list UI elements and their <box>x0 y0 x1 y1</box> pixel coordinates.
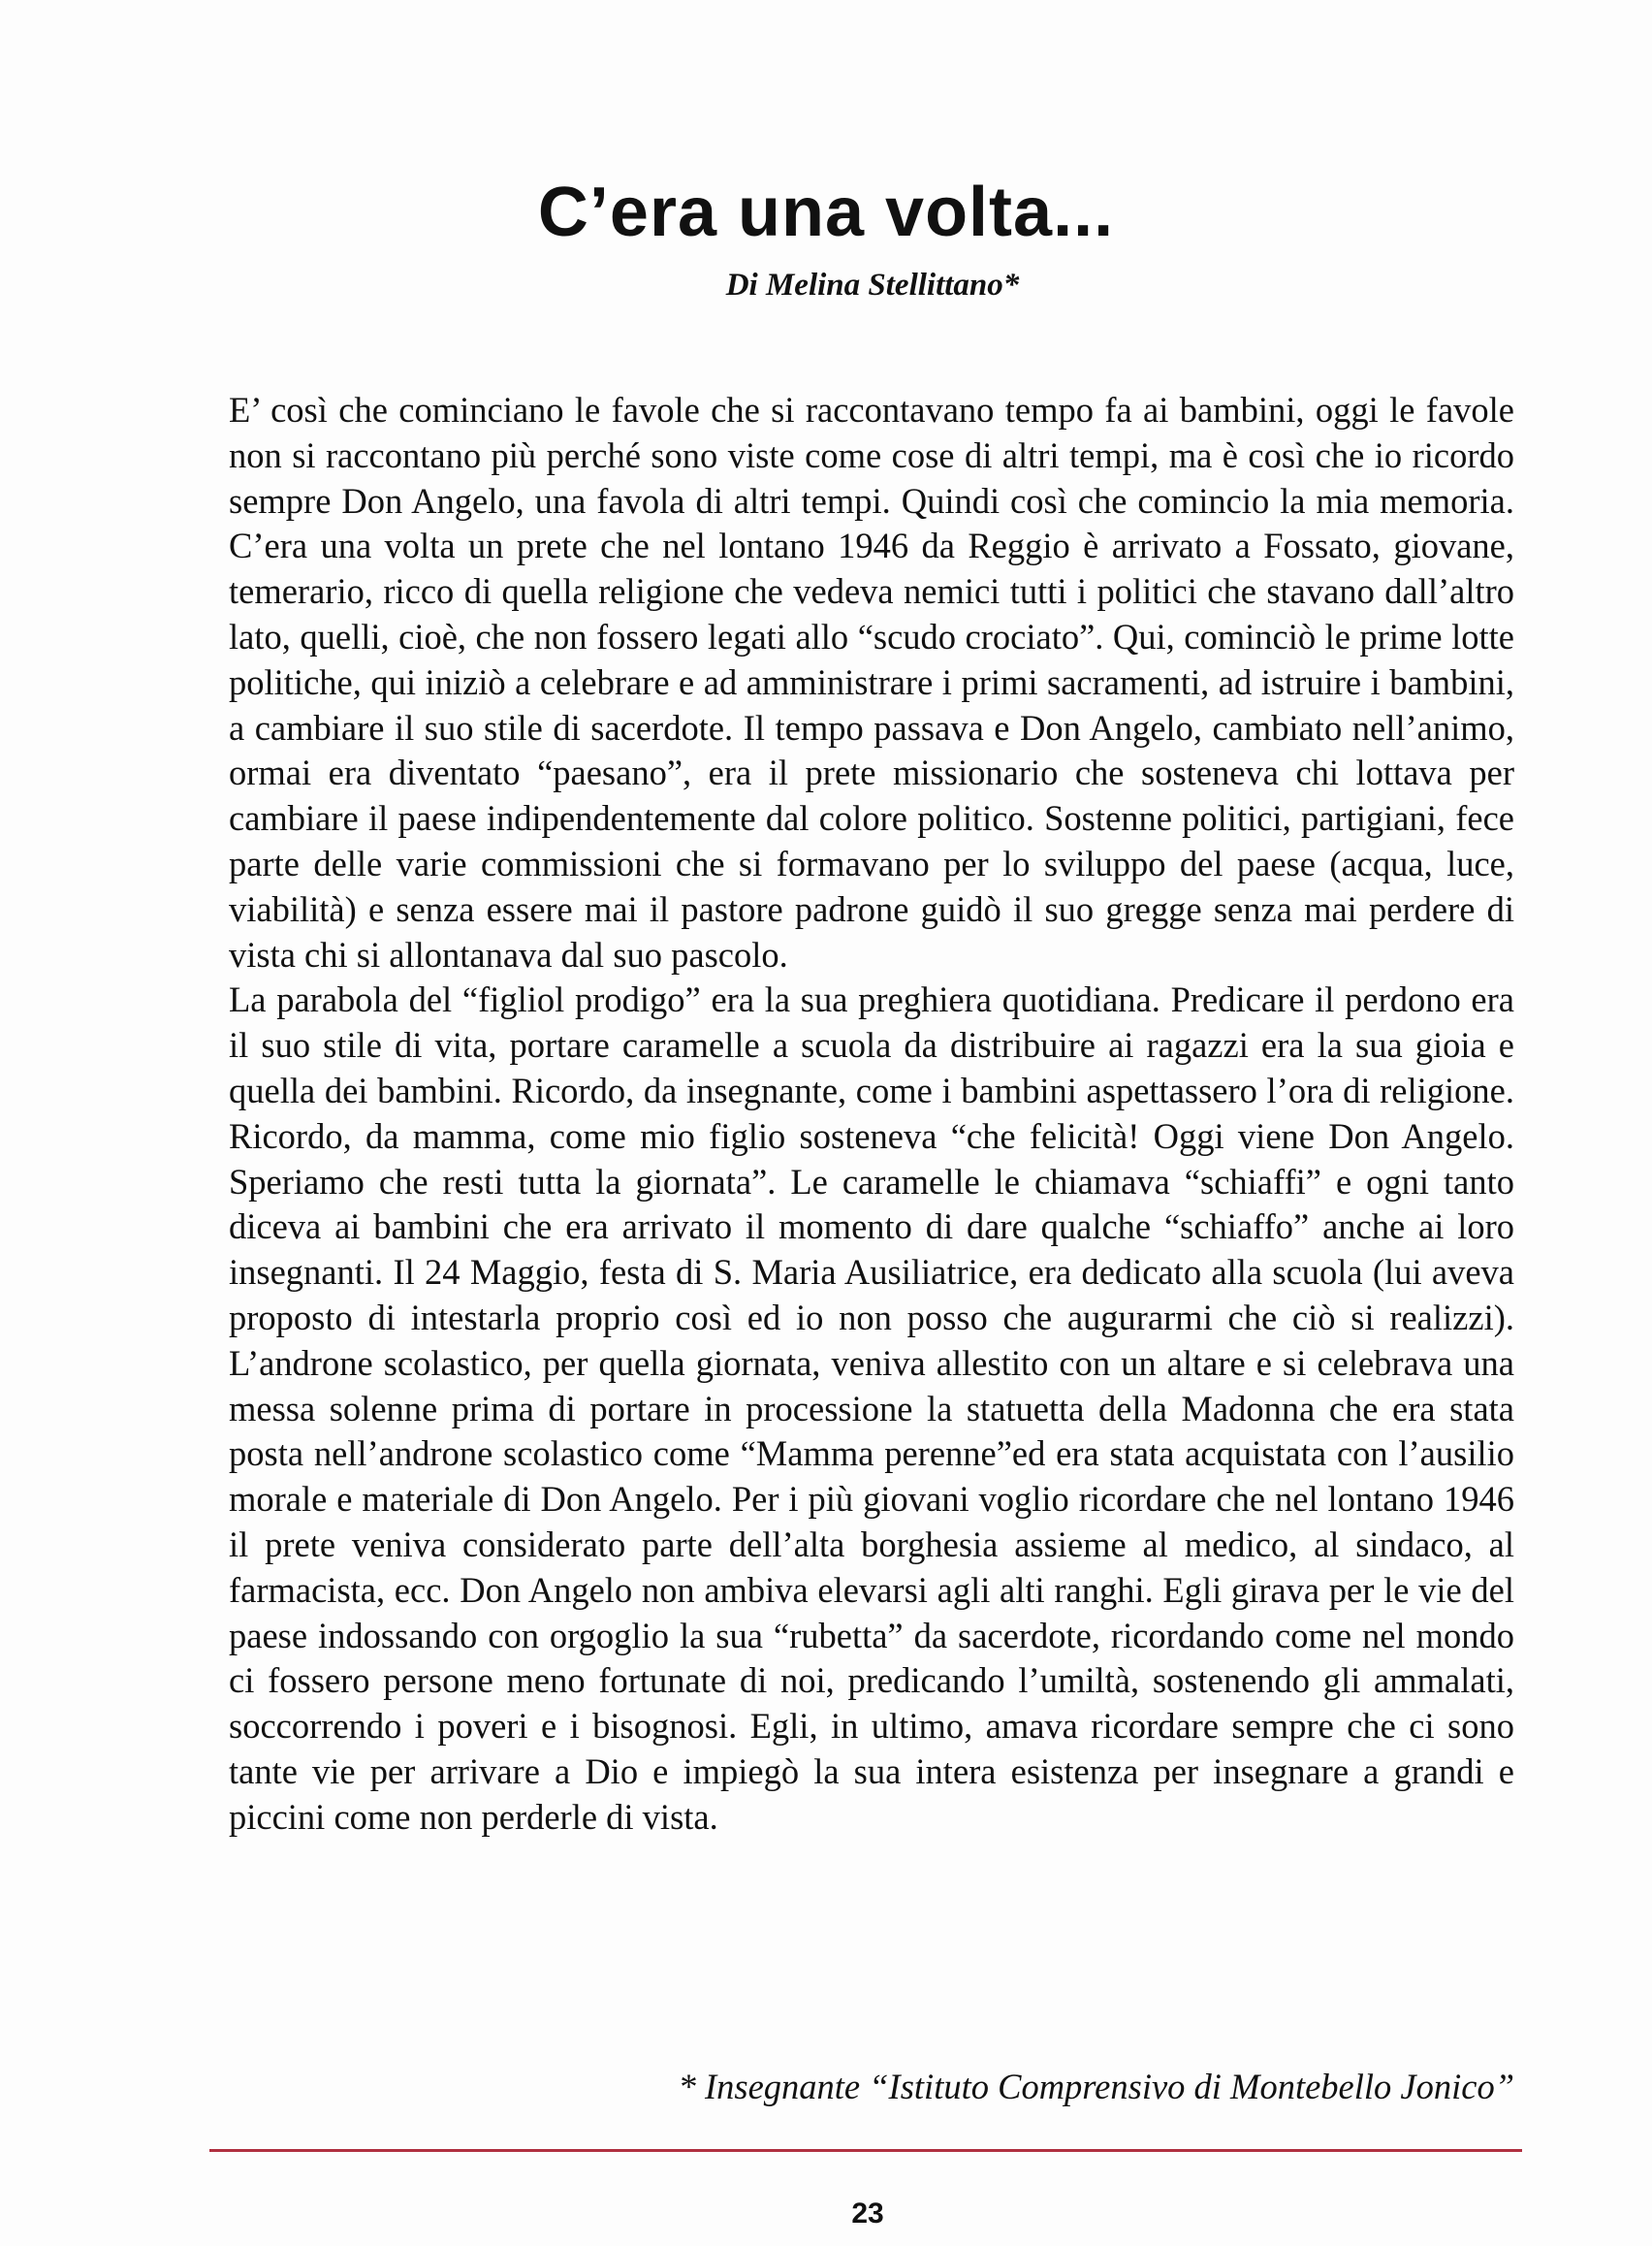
article-byline: Di Melina Stellittano* <box>725 268 1020 303</box>
article-body <box>229 388 1514 1841</box>
page-number: 23 <box>851 2198 884 2230</box>
body-paragraph: E’ così che cominciano le favole che si raccontavano tempo fa ai bambini, oggi le favole non si raccontano più perché sono viste come cose di altri tempi, ma è così che io ricordo sempre Don Angelo, una favola di altri tempi. Quindi così che comincio la mia memoria. C’era una volta un prete che nel lontano 1946 da Reggio è arrivato a Fossato, giovane, temerario, ricco di quella religione che vedeva nemici tutti i politici che stavano dall’altro lato, quelli, cioè, che non fossero legati allo “scudo crociato”. Qui, cominciò le prime lotte politiche, qui iniziò a celebrare e ad amministrare i primi sacramenti, ad istruire i bambini, a cambiare il suo stile di sacerdote. Il tempo passava e Don Angelo, cambiato nell’animo, ormai era diventato “paesano”, era il prete missionario che sosteneva chi lottava per cambiare il paese indipendentemente dal colore politico. Sostenne politici, partigiani, fece parte delle varie commissioni che si formavano per lo sviluppo del paese (acqua, luce, viabilità) e senza essere mai il pastore padrone guidò il suo gregge senza mai perdere di vista chi si allontanava dal suo pascolo. <box>229 390 1514 975</box>
body-paragraph: La parabola del “figliol prodigo” era la sua preghiera quotidiana. Predicare il perdono era il suo stile di vita, portare caramelle a scuola da distribuire ai ragazzi era la sua gioia e quella dei bambini. Ricordo, da insegnante, come i bambini aspettassero l’ora di religione. Ricordo, da mamma, come mio figlio sosteneva “che felicità! Oggi viene Don Angelo. Speriamo che resti tutta la giornata”. Le caramelle le chiamava “schiaffi” e ogni tanto diceva ai bambini che era arrivato il momento di dare qualche “schiaffo” anche ai loro insegnanti. Il 24 Maggio, festa di S. Maria Ausiliatrice, era dedicato alla scuola (lui aveva proposto di intestarla proprio così ed io non posso che augurarmi che ciò si realizzi). L’androne scolastico, per quella giornata, veniva allestito con un altare e si celebrava una messa solenne prima di portare in processione la statuetta della Madonna che era stata posta nell’androne scolastico come “Mamma perenne”ed era stata acquistata con l’ausilio morale e materiale di Don Angelo. Per i più giovani voglio ricordare che nel lontano 1946 il prete veniva considerato parte dell’alta borghesia assieme al medico, al sindaco, al farmacista, ecc. Don Angelo non ambiva elevarsi agli alti ranghi. Egli girava per le vie del paese indossando con orgoglio la sua “rubetta” da sacerdote, ricordando come nel mondo ci fossero persone meno fortunate di noi, predicando l’umiltà, sostenendo gli ammalati, soccorrendo i poveri e i bisognosi. Egli, in ultimo, amava ricordare sempre che ci sono tante vie per arrivare a Dio e impiegò la sua intera esistenza per insegnare a grandi e piccini come non perderle di vista. <box>229 979 1514 1837</box>
article-title: C’era una volta... <box>537 174 1115 251</box>
footer-divider <box>209 2149 1522 2152</box>
author-footnote: * Insegnante “Istituto Comprensivo di Montebello Jonico” <box>678 2067 1514 2106</box>
